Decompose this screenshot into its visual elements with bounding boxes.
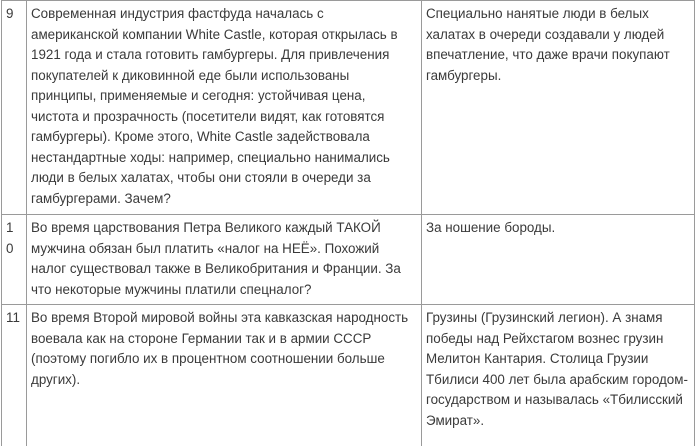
answer-cell: Специально нанятые люди в белых халатах в очереди создавали у людей впечатление, что даже врачи покупают гамбургеры. [422,1,695,215]
question-cell: Современная индустрия фастфуда началась с американской компании White Castle, которая открылась в 1921 года и стала готовить гамбургеры. Для привлечения покупателей к диковинной еде были использованы принципы, применяемые и сегодня: устойчивая цена, чистота и прозрачность (посетители видят, как готовятся гамбургеры). Кроме этого, White Castle задействовала нестандартные ходы: например, специально нанимались люди в белых халатах, чтобы они стояли в очереди за гамбургерами. Зачем? [27,1,422,215]
question-cell: Во время Второй мировой войны эта кавказская народность воевала как на стороне Германии так и в армии СССР (поэтому погибло их в процентном соотношении больше других). [27,305,422,446]
answer-cell: Грузины (Грузинский легион). А знамя победы над Рейхстагом вознес грузин Мелитон Кантария. Столица Грузии Тбилиси 400 лет была арабским городом-государством и называлась «Тбилисский Эмират». [422,305,695,446]
row-number-cell [2,1,27,215]
row-number: 9 [6,4,20,25]
question-cell: Во время царствования Петра Великого каждый ТАКОЙ мужчина обязан был платить «налог на НЕЁ». Похожий налог существовал также в Великобритания и Франции. За что некоторые мужчины платили спецналог? [27,215,422,305]
table-row [2,215,695,305]
row-number-cell [2,305,27,446]
quiz-table [1,0,695,446]
row-number-cell [2,215,27,305]
table-row [2,305,695,446]
row-number: 11 [6,308,20,329]
table-row [2,1,695,215]
row-number: 10 [6,218,20,259]
answer-cell: За ношение бороды. [422,215,695,305]
